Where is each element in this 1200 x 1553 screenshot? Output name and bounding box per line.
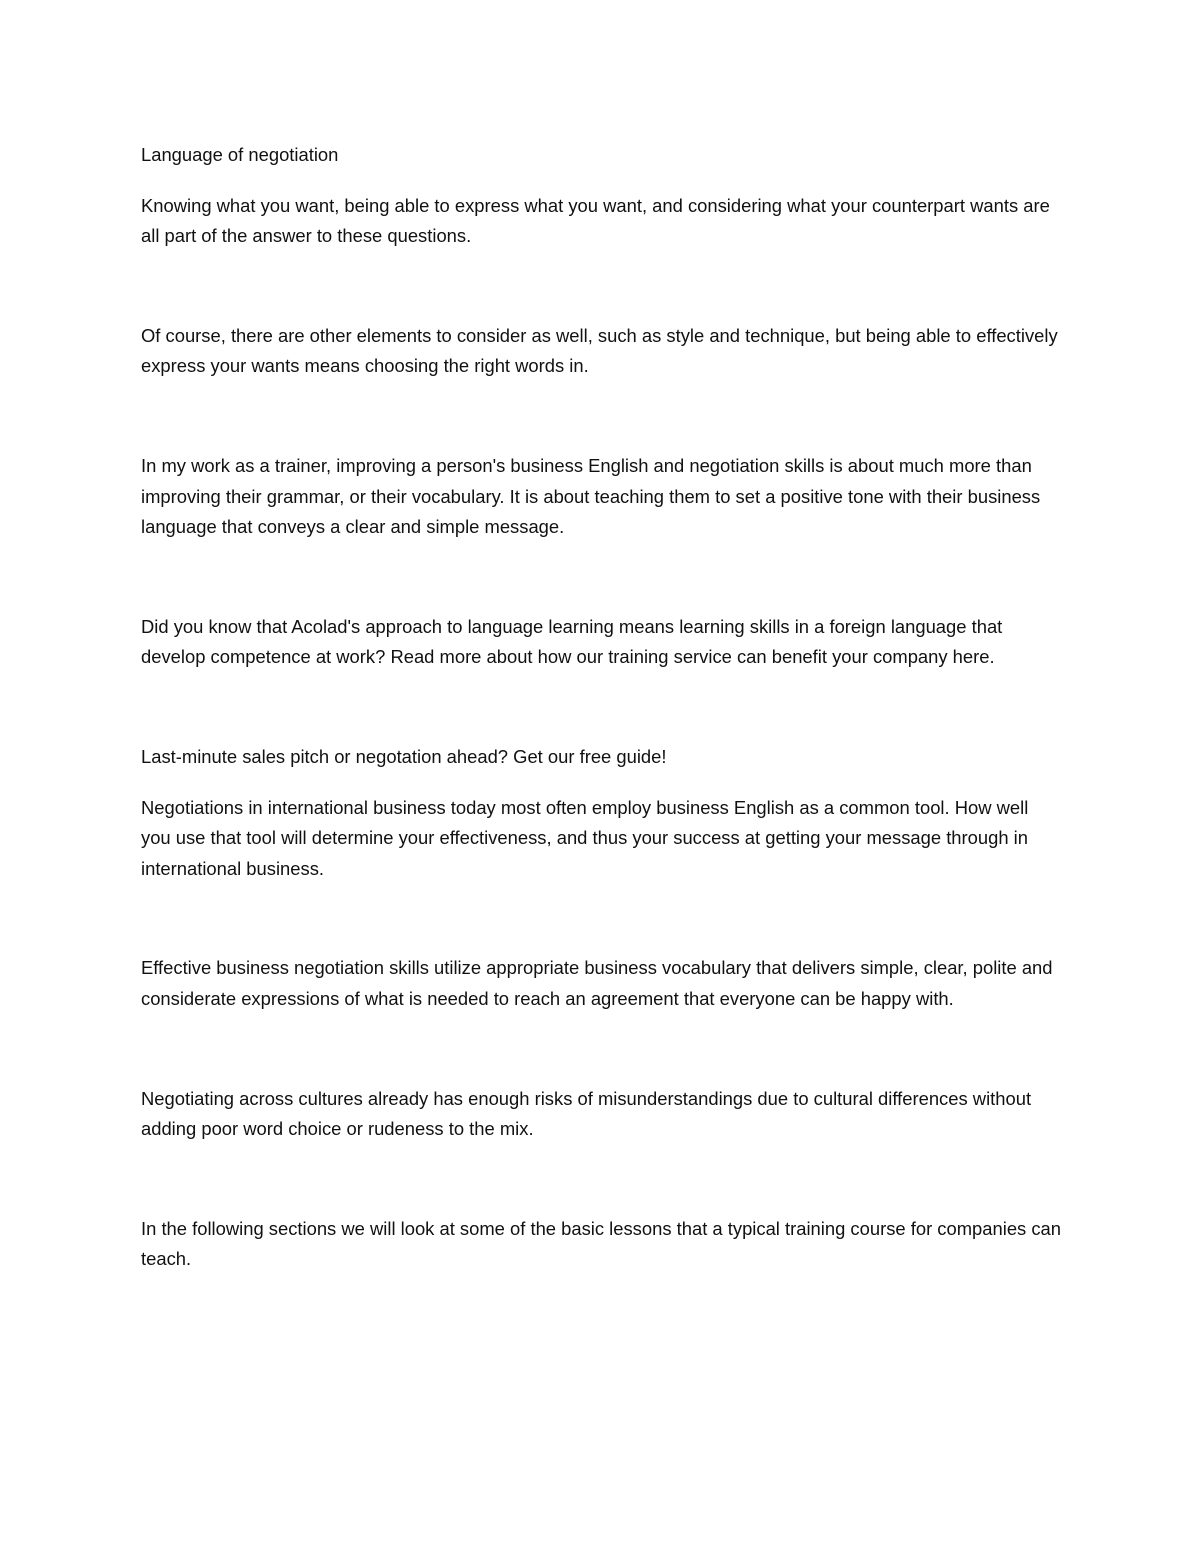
paragraph: In my work as a trainer, improving a person's business English and negotiation skills is about much more than improving their grammar, or their vocabulary. It is about teaching them to set a positive tone with their business language that conveys a clear and simple message. [141, 454, 1041, 538]
paragraph: Last-minute sales pitch or negotation ahead? Get our free guide! [141, 745, 667, 767]
paragraph: Effective business negotiation skills utilize appropriate business vocabulary that delivers simple, clear, polite and considerate expressions of what is needed to reach an agreement that everyone can be happy with. [141, 957, 1053, 1009]
paragraph: Did you know that Acolad's approach to language learning means learning skills in a foreign language that develop competence at work? Read more about how our training service can benefit your company here. [141, 615, 1003, 668]
paragraph: Negotiating across cultures already has enough risks of misunderstandings due to cultural differences without adding poor word choice or rudeness to the mix. [141, 1087, 1032, 1140]
paragraph: Negotiations in international business today most often employ business English as a common tool. How well you use that tool will determine your effectiveness, and thus your success at getting your message through in international business. [141, 796, 1029, 879]
paragraph: Of course, there are other elements to consider as well, such as style and technique, but being able to effectively express your wants means choosing the right words in. [141, 324, 1058, 377]
document-body [141, 140, 1061, 1275]
paragraph: In the following sections we will look at some of the basic lessons that a typical training course for companies can teach. [141, 1217, 1061, 1270]
document-title: Language of negotiation [141, 144, 339, 165]
paragraph: Knowing what you want, being able to express what you want, and considering what your counterpart wants are all part of the answer to these questions. [141, 194, 1050, 247]
